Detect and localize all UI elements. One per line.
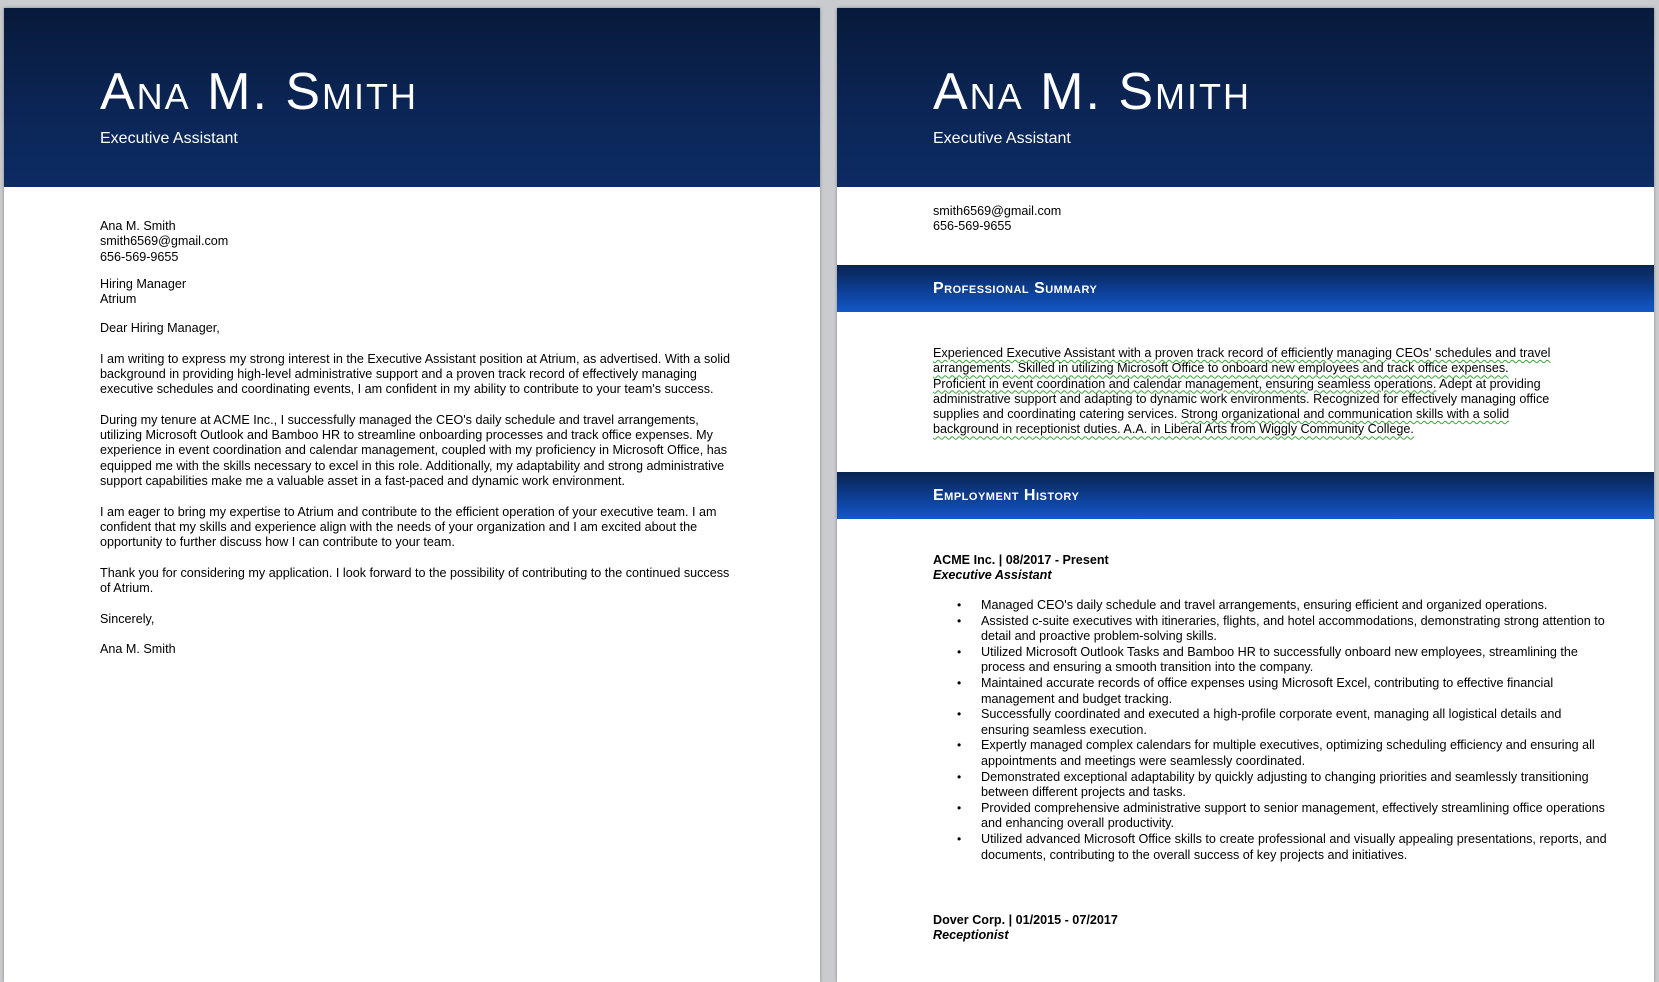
summary-section-title: Professional Summary xyxy=(933,280,1098,297)
letter-paragraph: Thank you for considering my application. I look forward to the possibility of contributing to the continued success of Atrium. xyxy=(100,565,730,596)
applicant-name: Ana M. Smith xyxy=(933,63,1252,121)
applicant-name: Ana M. Smith xyxy=(100,63,419,121)
list-item: • Successfully coordinated and executed a high-profile corporate event, managing all logistical details and ensuring seamless execution. xyxy=(981,707,1611,738)
list-item: • Managed CEO's daily schedule and travel arrangements, ensuring efficient and organized operations. xyxy=(981,598,1611,614)
summary-section-header xyxy=(837,265,1654,312)
applicant-role: Executive Assistant xyxy=(100,130,238,147)
job-company: Dover Corp. | 01/2015 - 07/2017 xyxy=(933,913,1118,927)
contact-phone: 656-569-9655 xyxy=(933,219,1012,234)
list-item: • Maintained accurate records of office expenses using Microsoft Excel, contributing to effective financial management and budget tracking. xyxy=(981,676,1611,707)
recipient-company: Atrium xyxy=(100,292,137,307)
professional-summary xyxy=(933,346,1553,438)
list-item: • Utilized advanced Microsoft Office skills to create professional and visually appealing presentations, reports, and documents, contributing to the overall success of key projects and initiatives. xyxy=(981,832,1611,863)
cover-letter-page[interactable] xyxy=(4,8,820,982)
job-header xyxy=(933,553,1109,584)
job-title: Executive Assistant xyxy=(933,568,1052,583)
job-company: ACME Inc. | 08/2017 - Present xyxy=(933,553,1109,567)
job-title: Receptionist xyxy=(933,928,1009,943)
applicant-role: Executive Assistant xyxy=(933,130,1071,147)
summary-text: Strong organizational and communication skills with a solid background in receptionist duties. A.A. in Liberal Arts from Wiggly Community College. xyxy=(933,407,1510,437)
employment-section-header xyxy=(837,472,1654,519)
list-item: • Demonstrated exceptional adaptability by quickly adjusting to changing priorities and seamlessly transitioning between different projects and tasks. xyxy=(981,770,1611,801)
recipient-title: Hiring Manager xyxy=(100,277,187,291)
signature: Ana M. Smith xyxy=(100,642,176,657)
list-item: • Assisted c-suite executives with itineraries, flights, and hotel accommodations, demonstrating strong attention to detail and proactive problem-solving skills. xyxy=(981,614,1611,645)
list-item: • Utilized Microsoft Outlook Tasks and Bamboo HR to successfully onboard new employees, streamlining the process and ensuring a smooth transition into the company. xyxy=(981,645,1611,676)
employment-section-title: Employment History xyxy=(933,487,1080,504)
salutation: Dear Hiring Manager, xyxy=(100,321,220,335)
header-band xyxy=(4,8,820,187)
sender-block xyxy=(100,219,740,265)
letter-paragraph: I am eager to bring my expertise to Atrium and contribute to the efficient operation of your executive team. I am confident that my skills and experience align with the needs of your organization and I am excited about the opportunity to further discuss how I can contribute to your team. xyxy=(100,504,717,550)
summary-text: Adept at providing administrative support and adapting to dynamic work environments. Recognized for effectively managing office supplies and coordinating catering services. xyxy=(933,376,1550,422)
contact-block xyxy=(933,204,1573,235)
sender-name: Ana M. Smith xyxy=(100,219,176,233)
letter-body xyxy=(100,321,732,673)
job-bullet-list xyxy=(933,598,1611,863)
summary-text: Experienced Executive Assistant with a proven track record of efficiently managing CEOs' schedules and travel arrangements. Skilled in utilizing Microsoft Office to onboard new employees and track office expenses. Proficient in event coordination and calendar management, ensuring seamless operations. xyxy=(933,346,1551,391)
letter-paragraph: During my tenure at ACME Inc., I successfully managed the CEO's daily schedule and travel arrangements, utilizing Microsoft Outlook and Bamboo HR to streamline onboarding processes and track office expenses. My experience in event coordination and calendar management, coupled with my proficiency in Microsoft Office, has equipped me with the skills necessary to excel in this role. Additionally, my adaptability and strong administrative support capabilities make me a valuable asset in a fast-paced and dynamic work environment. xyxy=(100,412,727,488)
resume-page[interactable] xyxy=(837,8,1654,982)
recipient-block xyxy=(100,277,740,308)
contact-email: smith6569@gmail.com xyxy=(933,204,1062,218)
header-band xyxy=(837,8,1654,187)
list-item: • Expertly managed complex calendars for multiple executives, optimizing scheduling efficiency and ensuring all appointments and meetings were seamlessly coordinated. xyxy=(981,738,1611,769)
letter-paragraph: I am writing to express my strong interest in the Executive Assistant position at Atrium, as advertised. With a solid background in providing high-level administrative support and a proven track record of effectively managing executive schedules and coordinating events, I am confident in my ability to contribute to your team's success. xyxy=(100,351,730,397)
sender-phone: 656-569-9655 xyxy=(100,249,179,264)
closing: Sincerely, xyxy=(100,611,155,626)
job-header xyxy=(933,913,1118,944)
list-item: • Provided comprehensive administrative support to senior management, effectively streamlining office operations and enhancing overall productivity. xyxy=(981,801,1611,832)
sender-email: smith6569@gmail.com xyxy=(100,234,229,249)
